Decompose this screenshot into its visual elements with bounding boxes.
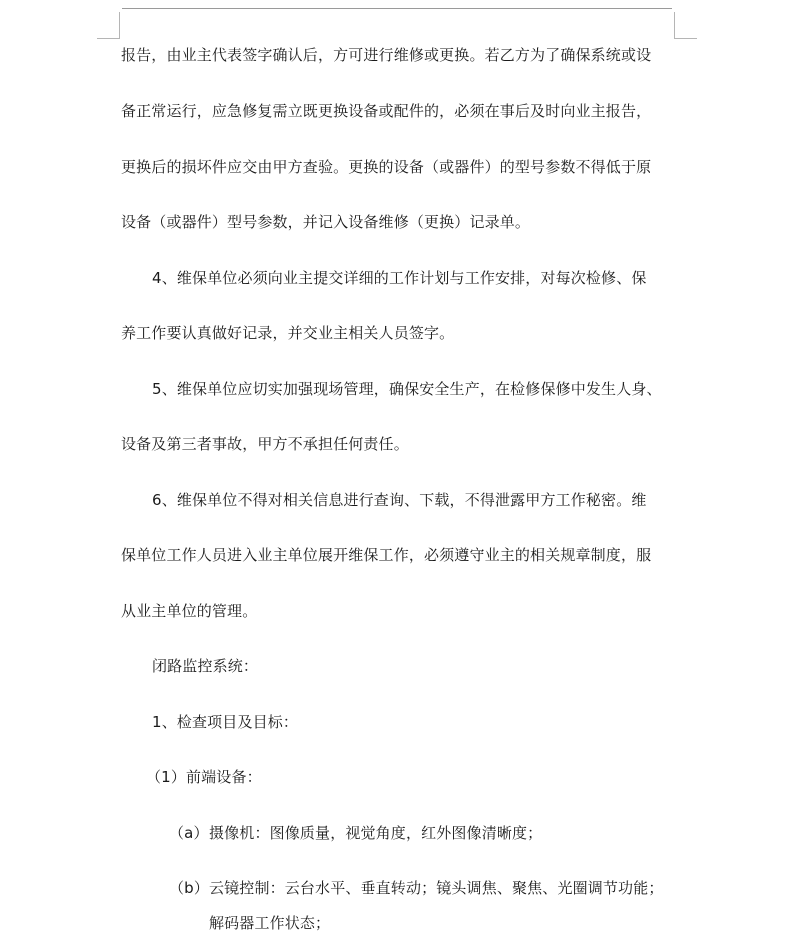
text-line: 更换后的损坏件应交由甲方查验。更换的设备（或器件）的型号参数不得低于原 bbox=[121, 158, 652, 176]
text-line: 报告，由业主代表签字确认后，方可进行维修或更换。若乙方为了确保系统或设 bbox=[121, 46, 652, 64]
text-line: 从业主单位的管理。 bbox=[121, 602, 258, 620]
section-heading: 闭路监控系统： bbox=[152, 657, 259, 675]
text-line: 6、维保单位不得对相关信息进行查询、下载，不得泄露甲方工作秘密。维 bbox=[152, 491, 647, 509]
sub-item-text: 云镜控制：云台水平、垂直转动；镜头调焦、聚焦、光圈调节功能； bbox=[209, 879, 664, 897]
sub-item-text: 摄像机：图像质量，视觉角度，红外图像清晰度； bbox=[209, 824, 543, 842]
margin-corner-top-left bbox=[97, 12, 120, 39]
text-line: 备正常运行，应急修复需立既更换设备或配件的，必须在事后及时向业主报告， bbox=[121, 102, 652, 120]
text-line: 保单位工作人员进入业主单位展开维保工作，必须遵守业主的相关规章制度，服 bbox=[121, 546, 652, 564]
page-top-edge bbox=[122, 8, 672, 9]
text-line: 养工作要认真做好记录，并交业主相关人员签字。 bbox=[121, 324, 455, 342]
margin-corner-top-right bbox=[674, 12, 697, 39]
subsection-heading: 1、检查项目及目标： bbox=[152, 713, 299, 731]
text-line: 设备（或器件）型号参数，并记入设备维修（更换）记录单。 bbox=[121, 213, 531, 231]
text-line: 5、维保单位应切实加强现场管理，确保安全生产，在检修保修中发生人身、 bbox=[152, 380, 662, 398]
sub-item-label: （a） bbox=[169, 824, 209, 842]
text-line: 设备及第三者事故，甲方不承担任何责任。 bbox=[121, 435, 409, 453]
text-line: 4、维保单位必须向业主提交详细的工作计划与工作安排，对每次检修、保 bbox=[152, 269, 647, 287]
sub-item-text: 解码器工作状态； bbox=[209, 914, 331, 932]
sub-item-label: （b） bbox=[169, 879, 209, 897]
subsection-heading: （1）前端设备： bbox=[146, 768, 262, 786]
